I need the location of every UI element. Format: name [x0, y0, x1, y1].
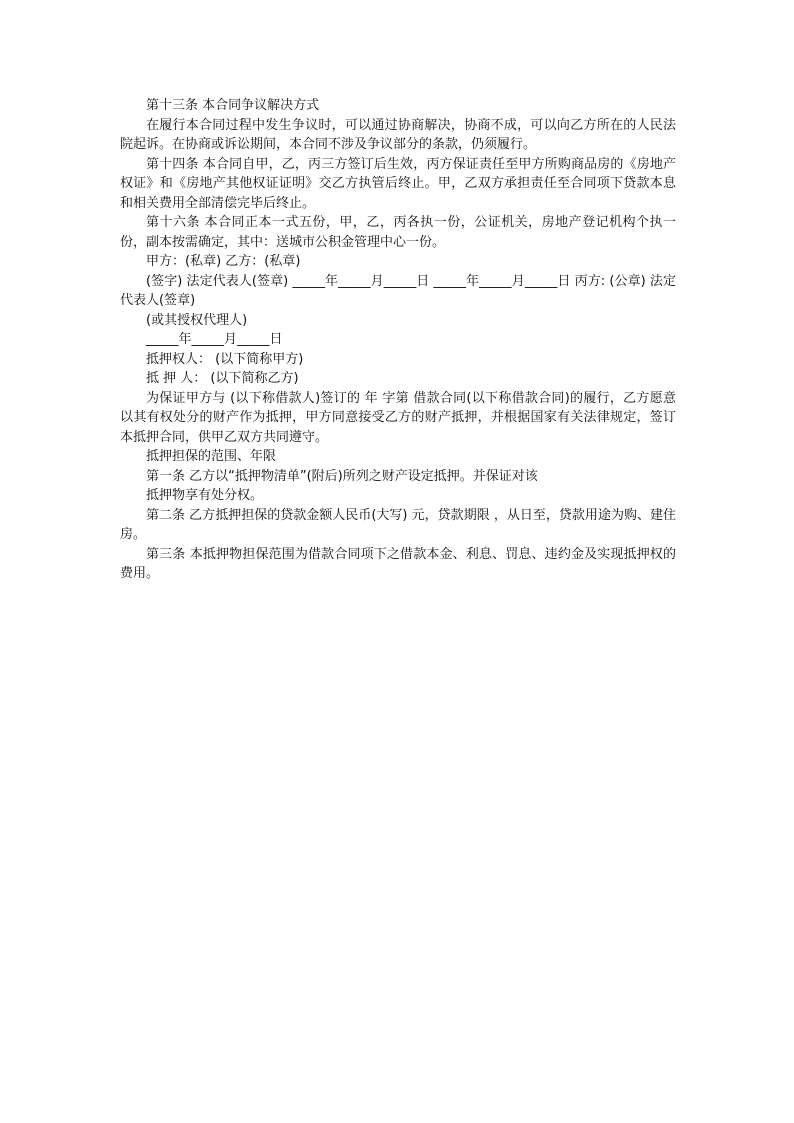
preamble-paragraph: 为保证甲方与 (以下称借款人)签订的 年 字第 借款合同(以下称借款合同)的履行，乙方愿意以其有权处分的财产作为抵押，甲方同意接受乙方的财产抵押，并根据国家有关法律规定，签订本抵押合同，供甲乙双方共同遵守。 — [120, 390, 676, 445]
mortgagor-line: 抵 押 人： (以下简称乙方) — [146, 371, 299, 386]
article-2-text: 第二条 乙方抵押担保的贷款金额人民币(大写) 元，贷款期限 ，从日至，贷款用途为购、建住房。 — [120, 507, 676, 542]
article-16-text: 第十六条 本合同正本一式五份，甲，乙，丙各执一份，公证机关，房地产登记机构个执一份，副本按需确定，其中：送城市公积金管理中心一份。 — [120, 215, 676, 250]
article-13-text: 在履行本合同过程中发生争议时，可以通过协商解决，协商不成，可以向乙方所在的人民法院起诉。在协商或诉讼期间，本合同不涉及争议部分的条款，仍须履行。 — [120, 117, 676, 152]
signature-date-line: (签字) 法定代表人(签章) _____年_____月_____日 _____年_____月_____日 丙方: (公章) 法定代表人(签章) — [120, 273, 676, 308]
article-3-text: 第三条 本抵押物担保范围为借款合同项下之借款本金、利息、罚息、违约金及实现抵押权的费用。 — [120, 546, 676, 581]
article-13-heading: 第十三条 本合同争议解决方式 — [146, 98, 320, 113]
article-1-text: 第一条 乙方以“抵押物清单”(附后)所列之财产设定抵押。并保证对该 — [146, 468, 538, 484]
date-line: _____年_____月_____日 — [146, 332, 283, 347]
scope-heading: 抵押担保的范围、年限 — [146, 449, 277, 464]
signature-parties-line: 甲方：(私章) 乙方：(私章) — [146, 254, 301, 269]
document-body — [120, 96, 676, 584]
authorized-agent-line: (或其授权代理人) — [146, 312, 248, 328]
article-14-text: 第十四条 本合同自甲，乙，丙三方签订后生效，丙方保证责任至甲方所购商品房的《房地产权证》和《房地产其他权证证明》交乙方执管后终止。甲，乙双方承担责任至合同项下贷款本息和相关费用全部清偿完毕后终止。 — [120, 156, 676, 211]
article-1-continued: 抵押物享有处分权。 — [146, 488, 264, 503]
mortgagee-line: 抵押权人： (以下简称甲方) — [146, 351, 304, 367]
